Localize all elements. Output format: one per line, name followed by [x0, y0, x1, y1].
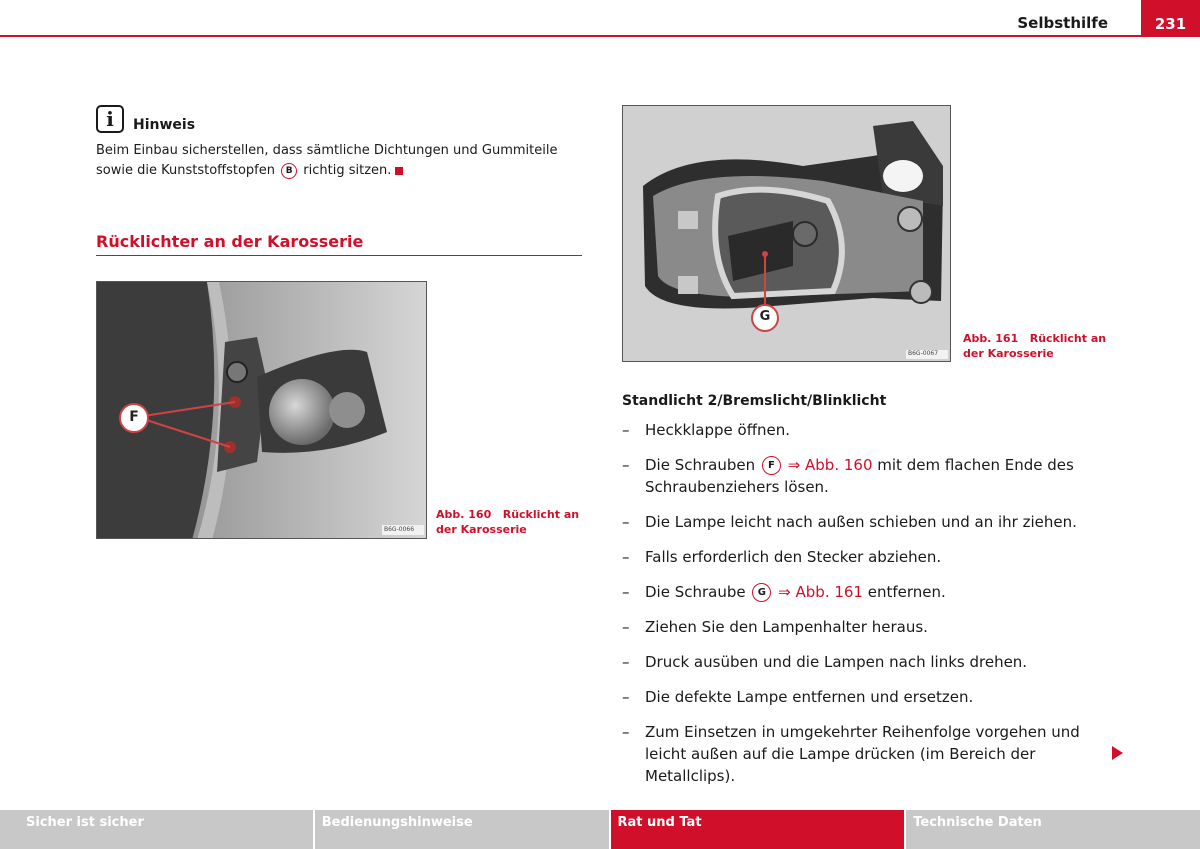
step-text-pre: Die Schraube — [645, 583, 746, 601]
figure-160-image — [96, 281, 427, 539]
note-text-before: Beim Einbau sicherstellen, dass sämtliche Dichtungen und Gummiteile sowie die Kunststoffstopfen — [96, 143, 558, 178]
section-heading-rule — [96, 255, 582, 256]
marker-g: G — [752, 583, 771, 602]
figure-160-callout: F — [129, 409, 139, 425]
note-title: Hinweis — [133, 117, 196, 133]
procedure-steps — [622, 419, 1122, 800]
section-heading: Rücklichter an der Karosserie — [96, 232, 364, 251]
figure-161-reference-link[interactable]: ⇒ Abb. 161 — [778, 583, 863, 601]
footer-tab-rat-und-tat[interactable]: Rat und Tat — [611, 810, 907, 849]
figure-161-code: B6G-0067 — [908, 350, 939, 357]
note-text-after: richtig sitzen. — [303, 163, 392, 178]
tail-light-photo-160 — [97, 282, 427, 539]
step-text: Ziehen Sie den Lampenhalter heraus. — [645, 618, 928, 636]
step-text-post: entfernen. — [867, 583, 946, 601]
step-text: Heckklappe öffnen. — [645, 421, 791, 439]
lamp-holder-photo-161 — [623, 106, 951, 362]
page-number: 231 — [1141, 0, 1200, 37]
step-item — [622, 686, 1122, 708]
step-text-post: mit dem flachen Ende des Schraubenziehers lösen. — [645, 456, 1074, 496]
figure-161-image — [622, 105, 951, 362]
step-text: Druck ausüben und die Lampen nach links drehen. — [645, 653, 1028, 671]
step-item — [622, 581, 1122, 603]
footer-tab-technische-daten[interactable]: Technische Daten — [906, 810, 1200, 849]
info-icon: i — [96, 105, 124, 133]
figure-160-caption-text: Rücklicht an der Karosserie — [436, 508, 580, 536]
step-item — [622, 721, 1122, 787]
step-item — [622, 616, 1122, 638]
step-item — [622, 546, 1122, 568]
figure-161-caption-number: Abb. 161 — [963, 332, 1019, 345]
figure-160-code: B6G-0066 — [384, 526, 415, 533]
section-title: Selbsthilfe — [1017, 14, 1108, 32]
step-text: Zum Einsetzen in umgekehrter Reihenfolge vorgehen und leicht außen auf die Lampe drücken (im Bereich der Metallclips). — [645, 723, 1080, 785]
step-item — [622, 511, 1122, 533]
figure-161-caption — [963, 331, 1113, 361]
end-square-icon — [395, 167, 403, 175]
figure-161-callout: G — [759, 309, 771, 324]
step-text: Falls erforderlich den Stecker abziehen. — [645, 548, 942, 566]
note-text — [96, 141, 586, 181]
figure-160-caption — [436, 507, 586, 537]
step-text: Die Lampe leicht nach außen schieben und an ihr ziehen. — [645, 513, 1077, 531]
continue-arrow-icon[interactable] — [1112, 746, 1123, 760]
step-item — [622, 419, 1122, 441]
figure-160-reference-link[interactable]: ⇒ Abb. 160 — [787, 456, 873, 474]
step-item — [622, 651, 1122, 673]
footer-tab-sicher[interactable]: Sicher ist sicher — [0, 810, 315, 849]
marker-b: B — [281, 163, 297, 179]
step-text-pre: Die Schrauben — [645, 456, 756, 474]
step-item — [622, 454, 1122, 498]
footer-tab-bedienung[interactable]: Bedienungshinweise — [315, 810, 611, 849]
step-text: Die defekte Lampe entfernen und ersetzen. — [645, 688, 974, 706]
footer-nav — [0, 810, 1200, 849]
figure-160-caption-number: Abb. 160 — [436, 508, 492, 521]
figure-161-caption-text: Rücklicht an der Karosserie — [963, 332, 1107, 360]
header-rule — [0, 35, 1200, 37]
marker-f: F — [762, 456, 781, 475]
procedure-heading: Standlicht 2/Bremslicht/Blinklicht — [622, 393, 887, 409]
